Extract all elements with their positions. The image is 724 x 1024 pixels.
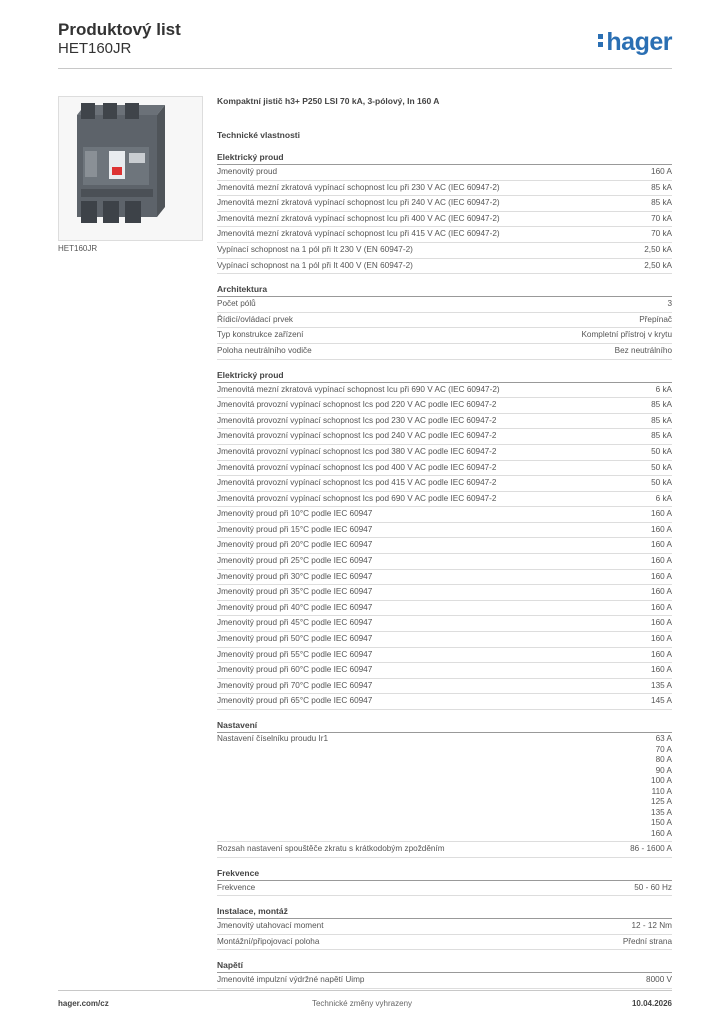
spec-row bbox=[217, 313, 672, 329]
spec-row bbox=[217, 259, 672, 275]
section-title: Napětí bbox=[217, 960, 672, 973]
rows bbox=[217, 919, 672, 950]
section-title: Elektrický proud bbox=[217, 152, 672, 165]
spec-row bbox=[217, 881, 672, 897]
spec-value: 50 - 60 Hz bbox=[634, 882, 672, 892]
dial-value: 110 A bbox=[651, 786, 672, 796]
spec-row bbox=[217, 212, 672, 228]
spec-label: Jmenovitá mezní zkratová vypínací schopnost Icu při 415 V AC (IEC 60947-2) bbox=[217, 229, 500, 239]
spec-label: Jmenovitá provozní vypínací schopnost Ics pod 220 V AC podle IEC 60947-2 bbox=[217, 400, 497, 410]
product-image bbox=[58, 96, 203, 241]
dial-value: 100 A bbox=[651, 776, 672, 785]
footer-divider bbox=[58, 990, 672, 991]
spec-label: Jmenovitý proud při 25°C podle IEC 60947 bbox=[217, 556, 373, 566]
spec-value: 160 A bbox=[651, 540, 672, 550]
section-title: Architektura bbox=[217, 284, 672, 297]
spec-row bbox=[217, 243, 672, 259]
spec-label: Jmenovitá provozní vypínací schopnost Ics pod 690 V AC podle IEC 60947-2 bbox=[217, 493, 497, 503]
spec-value: 160 A bbox=[651, 634, 672, 644]
spec-value: Přední strana bbox=[622, 936, 672, 946]
dial-value: 135 A bbox=[651, 807, 672, 817]
spec-row bbox=[217, 181, 672, 197]
spec-label: Jmenovité impulzní výdržné napětí Uimp bbox=[217, 975, 365, 985]
dial-value: 125 A bbox=[651, 797, 672, 806]
dial-value: 90 A bbox=[655, 765, 672, 775]
footer-disclaimer: Technické změny vyhrazeny bbox=[311, 999, 413, 1008]
spec-row bbox=[217, 383, 672, 399]
spec-value: 86 - 1600 A bbox=[630, 844, 672, 853]
spec-label: Vypínací schopnost na 1 pól při It 400 V (EN 60947-2) bbox=[217, 260, 413, 270]
spec-value: 160 A bbox=[651, 556, 672, 566]
spec-row bbox=[217, 919, 672, 935]
spec-label: Jmenovitý proud při 30°C podle IEC 60947 bbox=[217, 571, 373, 581]
spec-label: Frekvence bbox=[217, 882, 256, 892]
spec-row bbox=[217, 165, 672, 181]
spec-row bbox=[217, 461, 672, 477]
spec-row bbox=[217, 429, 672, 445]
section-elektricky-proud-1 bbox=[217, 152, 672, 274]
rows bbox=[217, 165, 672, 274]
image-caption: HET160JR bbox=[58, 244, 98, 253]
spec-row bbox=[217, 570, 672, 586]
dial-value: 63 A bbox=[655, 734, 672, 743]
section-title: Instalace, montáž bbox=[217, 906, 672, 919]
spec-value: 12 - 12 Nm bbox=[631, 921, 672, 931]
spec-row bbox=[217, 935, 672, 951]
spec-value: 2,50 kA bbox=[644, 260, 672, 270]
spec-row bbox=[217, 842, 672, 858]
spec-label: Jmenovitá provozní vypínací schopnost Ics pod 400 V AC podle IEC 60947-2 bbox=[217, 462, 497, 472]
spec-value: 160 A bbox=[651, 602, 672, 612]
spec-value: 85 kA bbox=[651, 198, 672, 208]
spec-row bbox=[217, 632, 672, 648]
spec-label: Jmenovitý proud při 20°C podle IEC 60947 bbox=[217, 540, 373, 550]
section-title: Nastavení bbox=[217, 720, 672, 733]
dial-value: 160 A bbox=[651, 828, 672, 838]
spec-value: 3 bbox=[667, 299, 672, 309]
spec-row bbox=[217, 398, 672, 414]
spec-row bbox=[217, 616, 672, 632]
spec-row bbox=[217, 538, 672, 554]
spec-label: Jmenovitý proud bbox=[217, 167, 278, 176]
spec-label: Jmenovitá mezní zkratová vypínací schopnost Icu při 400 V AC (IEC 60947-2) bbox=[217, 213, 500, 223]
hager-logo[interactable] bbox=[598, 28, 672, 57]
spec-label: Jmenovitý proud při 40°C podle IEC 60947 bbox=[217, 602, 373, 612]
spec-label: Počet pólů bbox=[217, 299, 256, 309]
dial-value: 150 A bbox=[651, 818, 672, 827]
rows bbox=[217, 973, 672, 989]
spec-label: Jmenovitý proud při 70°C podle IEC 60947 bbox=[217, 680, 373, 690]
spec-value: 145 A bbox=[651, 696, 672, 706]
spec-row bbox=[217, 585, 672, 601]
spec-row bbox=[217, 648, 672, 664]
spec-label: Vypínací schopnost na 1 pól při It 230 V (EN 60947-2) bbox=[217, 244, 413, 254]
spec-value: 50 kA bbox=[651, 462, 672, 472]
product-code: HET160JR bbox=[58, 40, 132, 57]
spec-row bbox=[217, 328, 672, 344]
spec-label: Jmenovitý proud při 10°C podle IEC 60947 bbox=[217, 509, 373, 519]
dial-value: 80 A bbox=[655, 755, 672, 764]
spec-label: Jmenovitý proud při 50°C podle IEC 60947 bbox=[217, 634, 373, 644]
section-frekvence bbox=[217, 868, 672, 897]
spec-label: Řídicí/ovládací prvek bbox=[217, 314, 293, 324]
spec-label: Jmenovitý proud při 60°C podle IEC 60947 bbox=[217, 665, 373, 675]
spec-value: 160 A bbox=[651, 649, 672, 659]
spec-row bbox=[217, 554, 672, 570]
section-napeti bbox=[217, 960, 672, 989]
spec-value: 6 kA bbox=[655, 493, 672, 503]
spec-row bbox=[217, 679, 672, 695]
dial-setting-row bbox=[217, 733, 672, 842]
spec-content bbox=[217, 96, 672, 989]
spec-row bbox=[217, 414, 672, 430]
section-nastaveni bbox=[217, 720, 672, 858]
spec-label: Jmenovitá mezní zkratová vypínací schopnost Icu při 240 V AC (IEC 60947-2) bbox=[217, 198, 500, 208]
dial-value: 70 A bbox=[655, 744, 672, 754]
header-divider bbox=[58, 68, 672, 69]
spec-label: Jmenovitý proud při 35°C podle IEC 60947 bbox=[217, 587, 373, 597]
spec-value: 8000 V bbox=[646, 975, 672, 985]
dial-setting-label: Nastavení číselníku proudu Ir1 bbox=[217, 734, 329, 743]
spec-value: 160 A bbox=[651, 571, 672, 581]
dial-setting-values bbox=[651, 734, 672, 839]
spec-value: 160 A bbox=[651, 618, 672, 628]
spec-value: Přepínač bbox=[639, 314, 672, 324]
spec-label: Jmenovitá provozní vypínací schopnost Ics pod 240 V AC podle IEC 60947-2 bbox=[217, 431, 497, 441]
spec-label: Jmenovitý utahovací moment bbox=[217, 921, 324, 931]
spec-label: Montážní/připojovací poloha bbox=[217, 936, 320, 946]
spec-label: Jmenovitá provozní vypínací schopnost Ics pod 380 V AC podle IEC 60947-2 bbox=[217, 446, 497, 456]
section-title: Elektrický proud bbox=[217, 370, 672, 383]
spec-row bbox=[217, 663, 672, 679]
spec-value: 135 A bbox=[651, 680, 672, 690]
spec-row bbox=[217, 344, 672, 360]
spec-value: 2,50 kA bbox=[644, 244, 672, 254]
spec-value: 50 kA bbox=[651, 478, 672, 488]
spec-row bbox=[217, 507, 672, 523]
section-architektura bbox=[217, 284, 672, 359]
rows bbox=[217, 383, 672, 710]
spec-row bbox=[217, 196, 672, 212]
rows bbox=[217, 842, 672, 858]
spec-value: Bez neutrálního bbox=[614, 345, 672, 355]
spec-value: 160 A bbox=[651, 509, 672, 519]
spec-label: Jmenovitá provozní vypínací schopnost Ics pod 415 V AC podle IEC 60947-2 bbox=[217, 478, 497, 488]
spec-value: Kompletní přístroj v krytu bbox=[581, 330, 672, 340]
header-title: Produktový list bbox=[58, 20, 181, 39]
footer-date: 10.04.2026 bbox=[631, 999, 672, 1008]
section-instalace bbox=[217, 906, 672, 950]
spec-label: Jmenovitý proud při 15°C podle IEC 60947 bbox=[217, 524, 373, 534]
spec-value: 6 kA bbox=[655, 384, 672, 394]
spec-row bbox=[217, 523, 672, 539]
spec-value: 70 kA bbox=[651, 213, 672, 223]
spec-row bbox=[217, 694, 672, 710]
spec-label: Jmenovitý proud při 45°C podle IEC 60947 bbox=[217, 618, 373, 628]
spec-value: 85 kA bbox=[651, 400, 672, 410]
spec-label: Jmenovitý proud při 65°C podle IEC 60947 bbox=[217, 696, 373, 706]
spec-label: Poloha neutrálního vodiče bbox=[217, 345, 312, 355]
spec-value: 85 kA bbox=[651, 415, 672, 425]
logo-text: hager bbox=[606, 28, 672, 56]
section-title: Frekvence bbox=[217, 868, 672, 881]
spec-row bbox=[217, 227, 672, 243]
spec-label: Jmenovitá mezní zkratová vypínací schopnost Icu při 230 V AC (IEC 60947-2) bbox=[217, 182, 500, 192]
spec-row bbox=[217, 297, 672, 313]
spec-label: Rozsah nastavení spouštěče zkratu s krátkodobým zpožděním bbox=[217, 844, 445, 853]
spec-value: 160 A bbox=[651, 665, 672, 675]
footer-website-link[interactable]: hager.com/cz bbox=[58, 999, 109, 1008]
spec-row bbox=[217, 492, 672, 508]
spec-row bbox=[217, 476, 672, 492]
spec-value: 85 kA bbox=[651, 431, 672, 441]
spec-value: 50 kA bbox=[651, 446, 672, 456]
product-title: Kompaktní jistič h3+ P250 LSI 70 kA, 3-pólový, In 160 A bbox=[217, 96, 440, 106]
rows bbox=[217, 881, 672, 897]
tech-heading: Technické vlastnosti bbox=[217, 130, 300, 140]
rows bbox=[217, 297, 672, 359]
spec-row bbox=[217, 445, 672, 461]
spec-label: Jmenovitá provozní vypínací schopnost Ics pod 230 V AC podle IEC 60947-2 bbox=[217, 415, 497, 425]
spec-label: Jmenovitý proud při 55°C podle IEC 60947 bbox=[217, 649, 373, 659]
spec-label: Typ konstrukce zařízení bbox=[217, 330, 304, 340]
spec-value: 85 kA bbox=[651, 182, 672, 192]
spec-row bbox=[217, 601, 672, 617]
spec-value: 70 kA bbox=[651, 229, 672, 239]
spec-row bbox=[217, 973, 672, 989]
section-elektricky-proud-2 bbox=[217, 370, 672, 710]
spec-value: 160 A bbox=[651, 167, 672, 176]
spec-value: 160 A bbox=[651, 587, 672, 597]
logo-colon-icon bbox=[598, 31, 603, 50]
spec-value: 160 A bbox=[651, 524, 672, 534]
spec-label: Jmenovitá mezní zkratová vypínací schopnost Icu při 690 V AC (IEC 60947-2) bbox=[217, 384, 500, 394]
